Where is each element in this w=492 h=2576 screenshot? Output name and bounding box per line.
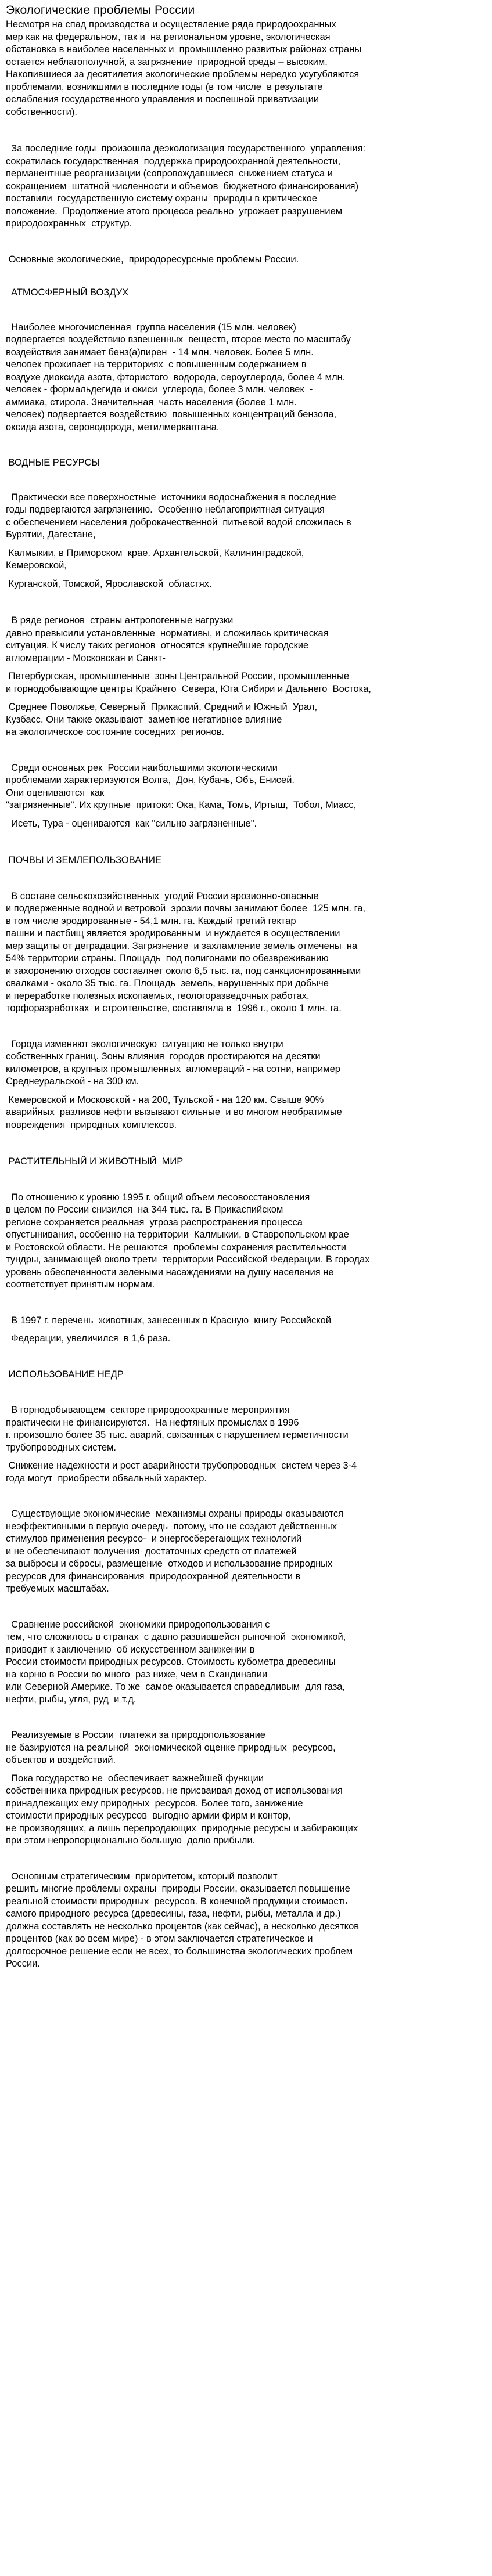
spacer [6,1381,487,1404]
spacer [6,434,487,457]
paragraph-red-book-2: Федерации, увеличился в 1,6 раза. [6,1333,171,1344]
paragraph-regions-3: Среднее Поволжье, Северный Прикаспий, Средний и Южный Урал, Кузбасс. Они также оказывают заметное негативное влияние на экологическое состояние соседних регионов. [6,702,318,737]
paragraph-rivers-1: Среди основных рек России наибольшими экологическими проблемами характеризуются Волга, Дон, Кубань, Объ, Енисей. Они оцениваются как "загрязненные". Их крупные притоки: Ока, Кама, Томь, Иртыш, Тобол, Миасс, [6,762,357,810]
paragraph-cities-1: Города изменяют экологическую ситуацию не только внутри собственных границ. Зоны влияния городов простираются на десятки километров, а крупных промышленных агломераций - на сотни, например Среднеуральской - на 300 км. [6,1038,340,1087]
section-heading-soil: ПОЧВЫ И ЗЕМЛЕПОЛЬЗОВАНИЕ [6,855,161,865]
paragraph-main-problems: Основные экологические, природоресурсные проблемы России. [6,254,299,265]
section-heading-water: ВОДНЫЕ РЕСУРСЫ [6,457,100,468]
spacer [6,812,487,818]
spacer [6,1131,487,1156]
spacer [6,830,487,854]
paragraph-state-owner: Пока государство не обеспечивает важнейшей функции собственника природных ресурсов, не присваивая доход от использования принадлежащих ему природных ресурсов. Более того, занижение стоимости природных ресурсов выгодно армии фирм и контор, не производящих, а лишь перепродающих природные ресурсы и забирающих при этом непропорционально большую долю прибыли. [6,1773,358,1846]
spacer [6,1596,487,1619]
paragraph-intro: Несмотря на спад производства и осуществление ряда природоохранных мер как на федеральном, так и на региональном уровне, экологическая обстановка в наиболее населенных и промышленно развитых районах страны остается неблагополучной, а загрязнение природной среды – высоким. Накопившиеся за десятилетия экологические проблемы нередко усугубляются проблемами, возникшими в последние годы (в том числе в результате ослабления государственного управления и поспешной приватизации собственности). [6,19,362,117]
paragraph-water-1: Практически все поверхностные источники водоснабжения в последние годы подвергаются загрязнению. Особенно неблагоприятная ситуация с обеспечением населения доброкачественной питьевой водой сложилась в Бурятии, Дагестане, [6,492,351,540]
paragraph-cities-2: Кемеровской и Московской - на 200, Тульской - на 120 км. Свыше 90% аварийных разливов нефти вызывают сильные и во многом необратимые повреждения природных комплексов. [6,1094,342,1130]
spacer [6,572,487,578]
paragraph-soil: В составе сельскохозяйственных угодий России эрозионно-опасные и подверженные водной и ветровой эрозии почвы занимают более 125 млн. га, в том числе эродированные - 54,1 млн. га. Каждый третий гектар пашни и пастбищ является эродированным и нуждается в осуществлении мер защиты от деградации. Загрязнение и захламление земель отмечены на 54% территории страны. Площадь под полигонами по обезвреживанию и захоронению отходов составляет около 6,5 тыс. га, под санкционированными свалками - около 35 тыс. га. Площадь земель, нарушенных при добыче и переработке полезных ископаемых, геологоразведочных работах, торфоразработках и строительстве, составляла в 1996 г., около 1 млн. га. [6,890,366,1013]
section-heading-air: АТМОСФЕРНЫЙ ВОЗДУХ [6,287,129,298]
spacer [6,590,487,615]
section-heading-flora-fauna: РАСТИТЕЛЬНЫЙ И ЖИВОТНЫЙ МИР [6,1156,184,1167]
spacer [6,1015,487,1038]
paragraph-water-3: Курганской, Томской, Ярославской областях. [6,578,212,589]
spacer [6,867,487,890]
paragraph-strategic-priority: Основным стратегическим приоритетом, который позволит решить многие проблемы охраны природы России, оказывается повышение реальной стоимости природных ресурсов. В конечной продукции стоимость самого природного ресурса (древесины, газа, нефти, рыбы, металла и др.) должна составлять не несколько процентов (как сейчас), а несколько десятков процентов (как во всем мире) - в этом заключается стратегическое и долгосрочное решение если не всех, то большинства экологических проблем России. [6,1871,360,1969]
paragraph-comparison: Сравнение российской экономики природопользования с тем, что сложилось в странах с давно развившейся рыночной экономикой, приводит к заключению об искусственном занижении в России стоимости природных ресурсов. Стоимость кубометра древесины на корню в России во много раз ниже, чем в Скандинавии или Северной Америке. То же самое оказывается справедливым для газа, нефти, рыбы, угля, руд и т.д. [6,1619,346,1705]
spacer [6,695,487,701]
paragraph-regions-2: Петербургская, промышленные зоны Центральной России, промышленные и горнодобывающие центры Крайнего Севера, Юга Сибири и Дальнего Востока, [6,671,371,694]
spacer [6,1485,487,1508]
spacer [6,230,487,254]
paragraph-rivers-2: Исеть, Тура - оцениваются как "сильно загрязненные". [6,818,257,829]
spacer [6,1327,487,1333]
spacer [6,118,487,143]
paragraph-flora: По отношению к уровню 1995 г. общий объем лесовосстановления в целом по России снизился на 344 тыс. га. В Прикаспийском регионе сохраняется реальная угроза распространения процесса опустынивания, особенно на территории Калмыкии, в Ставропольском крае и Ростовской области. Не решаются проблемы сохранения растительности тундры, занимающей около трети территории Российской Федерации. В городах уровень обеспеченности зелеными насаждениями на душу населения не соответствует принятым нормам. [6,1192,370,1290]
spacer [6,1291,487,1315]
spacer [6,665,487,670]
spacer [6,470,487,492]
paragraph-pipelines: Снижение надежности и рост аварийности трубопроводных систем через 3-4 года могут приобрести обвальный характер. [6,1460,357,1484]
spacer [6,1848,487,1871]
spacer [6,300,487,322]
spacer [6,1767,487,1773]
paragraph-payments: Реализуемые в России платежи за природопользование не базируются на реальной экономической оценке природных ресурсов, объектов и воздействий. [6,1730,336,1765]
spacer [6,1345,487,1369]
section-heading-subsoil: ИСПОЛЬЗОВАНИЕ НЕДР [6,1369,124,1380]
paragraph-red-book-1: В 1997 г. перечень животных, занесенных в Красную книгу Российской [6,1315,332,1326]
paragraph-economic-mechanisms: Существующие экономические механизмы охраны природы оказываются неэффективными в первую очередь потому, что не создают действенных стимулов применения ресурсо- и энергосберегающих технологий и не обеспечивают получения достаточных средств от платежей за выбросы и сбросы, размещение отходов и использование природных ресурсов для финансирования природоохранной деятельности в требуемых масштабах. [6,1509,344,1594]
paragraph-mining: В горнодобывающем секторе природоохранные мероприятия практически не финансируются. На нефтяных промыслах в 1996 г. произошло более 35 тыс. аварий, связанных с нарушением герметичности трубопроводных систем. [6,1405,349,1453]
page-title: Экологические проблемы России [6,3,195,17]
paragraph-air: Наиболее многочисленная группа населения (15 млн. человек) подвергается воздействию взвешенных веществ, второе место по масштабу воздействия занимает бенз(а)пирен - 14 млн. человек. Более 5 млн. человек проживает на территориях с повышенным содержанием в воздухе диоксида азота, фтористого водорода, сероуглерода, более 4 млн. человек - формальдегида и окиси углерода, более 3 млн. человек - аммиака, стирола. Значительная часть населения (более 1 млн. человек) подвергается воздействию повышенных концентраций бензола, оксида азота, сероводорода, метилмеркаптана. [6,322,351,432]
paragraph-regions-1: В ряде регионов страны антропогенные нагрузки давно превысили установленные нормативы, и сложилась критическая ситуация. К числу таких регионов относятся крупнейшие городские агломерации - Московская и Санкт- [6,615,329,663]
spacer [6,542,487,547]
spacer [6,739,487,762]
spacer [6,1088,487,1094]
spacer [6,266,487,287]
paragraph-deecologization: За последние годы произошла деэкологизация государственного управления: сократилась государственная поддержка природоохранной деятельности, перманентные реорганизации (сопровождавшиеся снижением статуса и сокращением штатной численности и объемов бюджетного финансирования) поставили государственную систему охраны природы в критическое положение. Продолжение этого процесса реально угрожает разрушением природоохранных структур. [6,143,366,229]
spacer [6,1454,487,1460]
spacer [6,1168,487,1192]
spacer [6,1706,487,1729]
paragraph-water-2: Калмыкии, в Приморском крае. Архангельской, Калининградской, Кемеровской, [6,547,304,571]
